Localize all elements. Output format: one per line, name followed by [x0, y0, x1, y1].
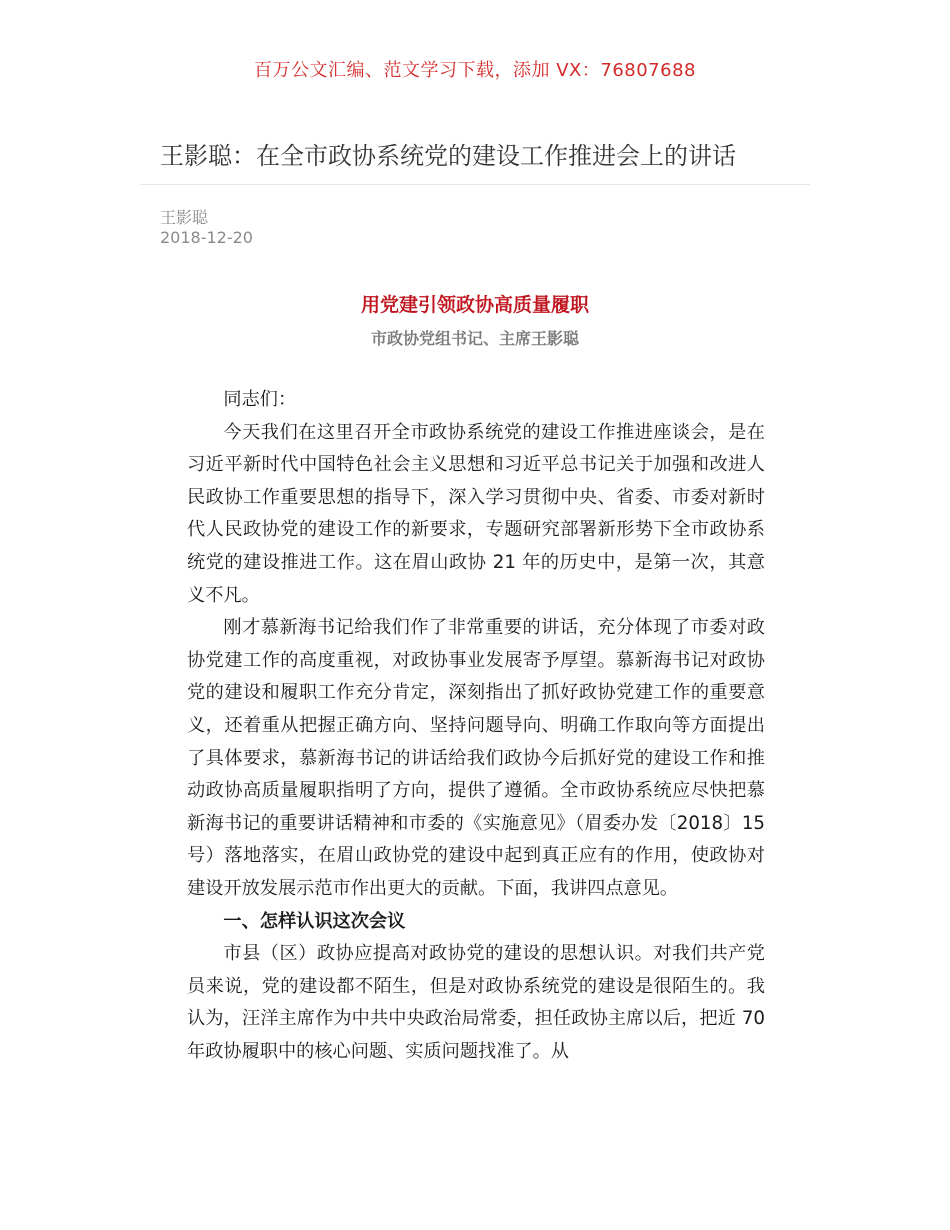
title-divider	[140, 184, 810, 185]
publish-date: 2018-12-20	[160, 228, 253, 247]
article-subheadline: 市政协党组书记、主席王影聪	[370, 329, 579, 348]
body-paragraph: 今天我们在这里召开全市政协系统党的建设工作推进座谈会，是在习近平新时代中国特色社会主义思想和习近平总书记关于加强和改进人民政协工作重要思想的指导下，深入学习贯彻中央、省委、市委对新时代人民政协党的建设工作的新要求，专题研究部署新形势下全市政协系统党的建设推进工作。这在眉山政协 21 年的历史中，是第一次，其意义不凡。	[187, 421, 765, 606]
section-heading: 一、怎样认识这次会议	[223, 910, 406, 932]
salutation-paragraph: 同志们：	[223, 389, 297, 410]
article-body	[187, 384, 765, 1068]
page-title: 王影聪：在全市政协系统党的建设工作推进会上的讲话	[160, 142, 736, 170]
promo-banner: 百万公文汇编、范文学习下载，添加 VX：76807688	[254, 60, 696, 81]
article-headline: 用党建引领政协高质量履职	[360, 294, 589, 316]
body-paragraph: 市县（区）政协应提高对政协党的建设的思想认识。对我们共产党员来说，党的建设都不陌生，但是对政协系统党的建设是很陌生的。我认为，汪洋主席作为中共中央政治局常委，担任政协主席以后，把近 70 年政协履职中的核心问题、实质问题找准了。从	[187, 943, 765, 1062]
author-name: 王影聪	[160, 208, 209, 227]
body-paragraph: 刚才慕新海书记给我们作了非常重要的讲话，充分体现了市委对政协党建工作的高度重视，对政协事业发展寄予厚望。慕新海书记对政协党的建设和履职工作充分肯定，深刻指出了抓好政协党建工作的重要意义，还着重从把握正确方向、坚持问题导向、明确工作取向等方面提出了具体要求，慕新海书记的讲话给我们政协今后抓好党的建设工作和推动政协高质量履职指明了方向，提供了遵循。全市政协系统应尽快把慕新海书记的重要讲话精神和市委的《实施意见》（眉委办发〔2018〕15 号）落地落实，在眉山政协党的建设中起到真正应有的作用，使政协对建设开放发展示范市作出更大的贡献。下面，我讲四点意见。	[187, 617, 765, 899]
